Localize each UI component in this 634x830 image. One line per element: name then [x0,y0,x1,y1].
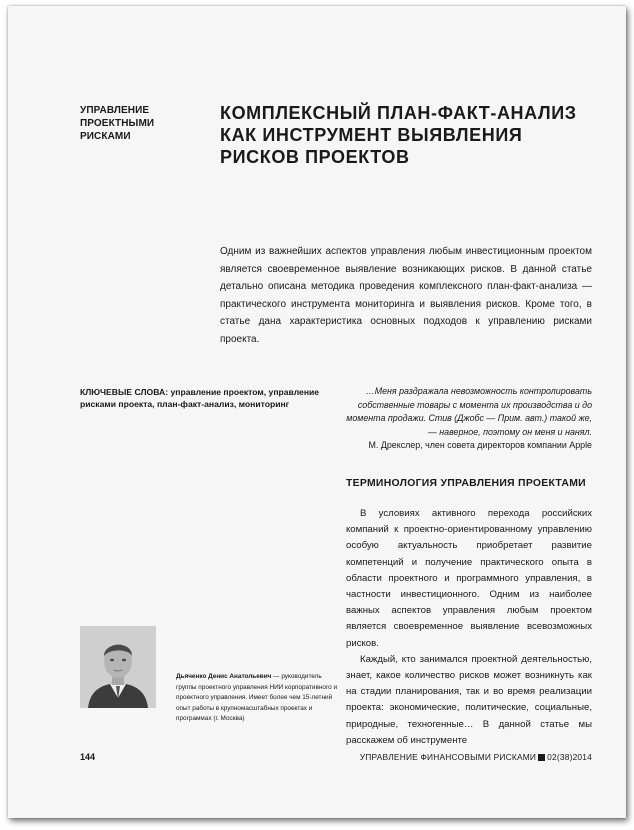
epigraph-quote: …Меня раздражала невозможность контролировать собственные товары с момента их производства и до момента продажи. Стив (Джобс — Прим. авт.) такой же, — наверное, поэтому он меня и нанял. [346,386,592,437]
page-number: 144 [80,752,96,762]
author-name: Дьяченко Денис Анатольевич [176,673,272,680]
author-bio [176,672,338,725]
section-label: УПРАВЛЕНИЕ ПРОЕКТНЫМИ РИСКАМИ [80,105,155,142]
journal-issue: 02(38)2014 [547,752,592,762]
epigraph [346,385,592,453]
article-abstract: Одним из важнейших аспектов управления любым инвестиционным проектом является своевременное выявление возникающих рисков. В данной статье детально описана методика проведения комплексного план-факт-анализа — практического инструмента мониторинга и выявления рисков. Кроме того, в статье дана характеристика основных подходов к управлению рисками проекта. [220,246,592,345]
author-portrait-icon [80,626,156,708]
journal-footer [360,752,592,762]
body-paragraph: В условиях активного перехода российских компаний к проектно-ориентированному управлению особую актуальность приобретает развитие компетенций и получение практического опыта в области проектного и программного управления, в частности инвестиционного. Одним из наиболее важных аспектов управления любым проектом является своевременное выявление всевозможных рисков. [346,508,592,649]
article-title: КОМПЛЕКСНЫЙ ПЛАН-ФАКТ-АНАЛИЗ КАК ИНСТРУМЕНТ ВЫЯВЛЕНИЯ РИСКОВ ПРОЕКТОВ [220,103,577,167]
body-paragraph: Каждый, кто занимался проектной деятельностью, знает, какое количество рисков может возникнуть как на стадии планирования, так и во время реализации проекта: экономические, политические, социальные, природные, техногенные… В данной статье мы расскажем об инструменте [346,653,592,746]
epigraph-author: М. Дрекслер, член совета директоров компании Apple [368,440,592,450]
keywords: КЛЮЧЕВЫЕ СЛОВА: управление проектом, управление рисками проекта, план-факт-анализ, мониторинг [80,387,320,409]
author-description: — руководитель группы проектного управления НИИ корпоративного и проектного управления. Имеет более чем 15-летний опыт работы в крупномасштабных проектах и программах (г. Москва) [176,673,338,722]
square-separator-icon [538,754,545,761]
body-text [346,506,592,749]
author-photo [80,626,156,708]
journal-page [8,6,626,818]
section-heading: ТЕРМИНОЛОГИЯ УПРАВЛЕНИЯ ПРОЕКТАМИ [346,478,586,489]
journal-name: УПРАВЛЕНИЕ ФИНАНСОВЫМИ РИСКАМИ [359,752,537,762]
